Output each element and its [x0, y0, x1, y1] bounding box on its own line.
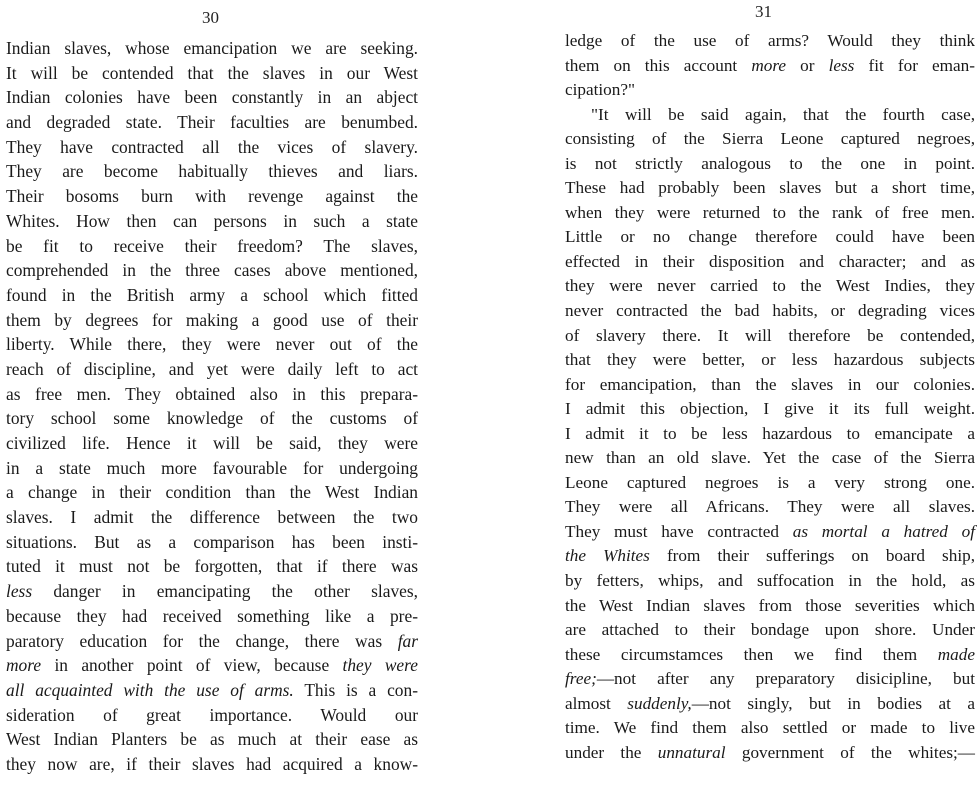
text-line: more in another point of view, because they were: [6, 655, 418, 676]
text-line: they were never carried to the West Indies, they: [565, 276, 975, 296]
text-line: all acquainted with the use of arms. This is a con-: [6, 679, 418, 700]
text-line: is not strictly analogous to the one in point.: [565, 153, 975, 173]
text-line: these circumstamces then we find them made: [565, 644, 975, 664]
text-line: Little or no change therefore could have been: [565, 227, 975, 247]
text-line: new than an old slave. Yet the case of the Sierra: [565, 448, 975, 468]
text-line: They are become habitually thieves and liars.: [6, 161, 418, 182]
text-line: effected in their disposition and character; and as: [565, 251, 975, 271]
text-line: sideration of great importance. Would our: [6, 704, 418, 725]
text-line: for emancipation, than the slaves in our colonies.: [565, 374, 975, 394]
text-line: and degraded state. Their faculties are benumbed.: [6, 112, 418, 133]
text-line: by fetters, whips, and suffocation in the hold, as: [565, 571, 975, 591]
text-line: when they were returned to the rank of free men.: [565, 202, 975, 222]
left-page-text: [6, 36, 418, 777]
text-line: reach of discipline, and yet were daily left to act: [6, 358, 418, 379]
text-line: Indian colonies have been constantly in an abject: [6, 87, 418, 108]
text-line: less danger in emancipating the other slaves,: [6, 581, 418, 602]
page-number: 30: [202, 8, 219, 27]
text-line: Leone captured negroes is a very strong one.: [565, 472, 975, 492]
text-line: a change in their condition than the West Indian: [6, 482, 418, 503]
text-line: I admit it to be less hazardous to emancipate a: [565, 423, 975, 443]
text-line: the West Indian slaves from those severities which: [565, 595, 975, 615]
text-line: because they had received something like a pre-: [6, 605, 418, 626]
text-line: in a state much more favourable for undergoing: [6, 457, 418, 478]
text-line: situations. But as a comparison has been insti-: [6, 531, 418, 552]
text-line: time. We find them also settled or made to live: [565, 718, 975, 738]
text-line: them by degrees for making a good use of their: [6, 309, 418, 330]
text-line: It will be contended that the slaves in our West: [6, 62, 418, 83]
text-line: liberty. While there, they were never out of the: [6, 334, 418, 355]
text-line: They have contracted all the vices of slavery.: [6, 136, 418, 157]
text-line: They must have contracted as mortal a hatred of: [565, 521, 975, 541]
text-line: never contracted the bad habits, or degrading vices: [565, 301, 975, 321]
text-line: comprehended in the three cases above mentioned,: [6, 260, 418, 281]
text-line: that they were better, or less hazardous subjects: [565, 350, 975, 370]
text-line: as free men. They obtained also in this prepara-: [6, 383, 418, 404]
text-line: West Indian Planters be as much at their ease as: [6, 729, 418, 750]
text-line: cipation?": [565, 80, 636, 100]
text-line: free;—not after any preparatory disicipline, but: [565, 669, 975, 689]
text-line: paratory education for the change, there was far: [6, 630, 418, 651]
text-line: they now are, if their slaves had acquired a know-: [6, 753, 418, 774]
text-line: consisting of the Sierra Leone captured negroes,: [565, 129, 975, 149]
text-line: of slavery there. It will therefore be contended,: [565, 325, 975, 345]
text-line: Whites. How then can persons in such a state: [6, 210, 418, 231]
text-line: under the unnatural government of the whites;—: [565, 742, 975, 762]
text-line: I admit this objection, I give it its full weight.: [565, 399, 975, 419]
text-line: almost suddenly,—not singly, but in bodies at a: [565, 693, 975, 713]
text-line: civilized life. Hence it will be said, they were: [6, 433, 418, 453]
page-number: 31: [755, 2, 772, 21]
text-line: These had probably been slaves but a short time,: [565, 178, 975, 198]
text-line: slaves. I admit the difference between the two: [6, 507, 418, 528]
text-line: Indian slaves, whose emancipation we are seeking.: [6, 38, 418, 58]
text-line: be fit to receive their freedom? The slaves,: [6, 235, 418, 256]
text-line: tuted it must not be forgotten, that if there was: [6, 556, 418, 577]
text-line: ledge of the use of arms? Would they think: [565, 31, 975, 50]
text-line: are attached to their bondage upon shore. Under: [565, 620, 975, 640]
text-line: They were all Africans. They were all slaves.: [565, 497, 975, 517]
text-line: the Whites from their sufferings on board ship,: [565, 546, 975, 566]
text-line: them on this account more or less fit for eman-: [565, 55, 975, 75]
text-line: tory school some knowledge of the customs of: [6, 408, 418, 429]
text-line: found in the British army a school which fitted: [6, 284, 418, 305]
right-page-text: [565, 29, 975, 765]
text-line: Their bosoms burn with revenge against the: [6, 186, 418, 207]
text-line: "It will be said again, that the fourth case,: [591, 104, 975, 124]
